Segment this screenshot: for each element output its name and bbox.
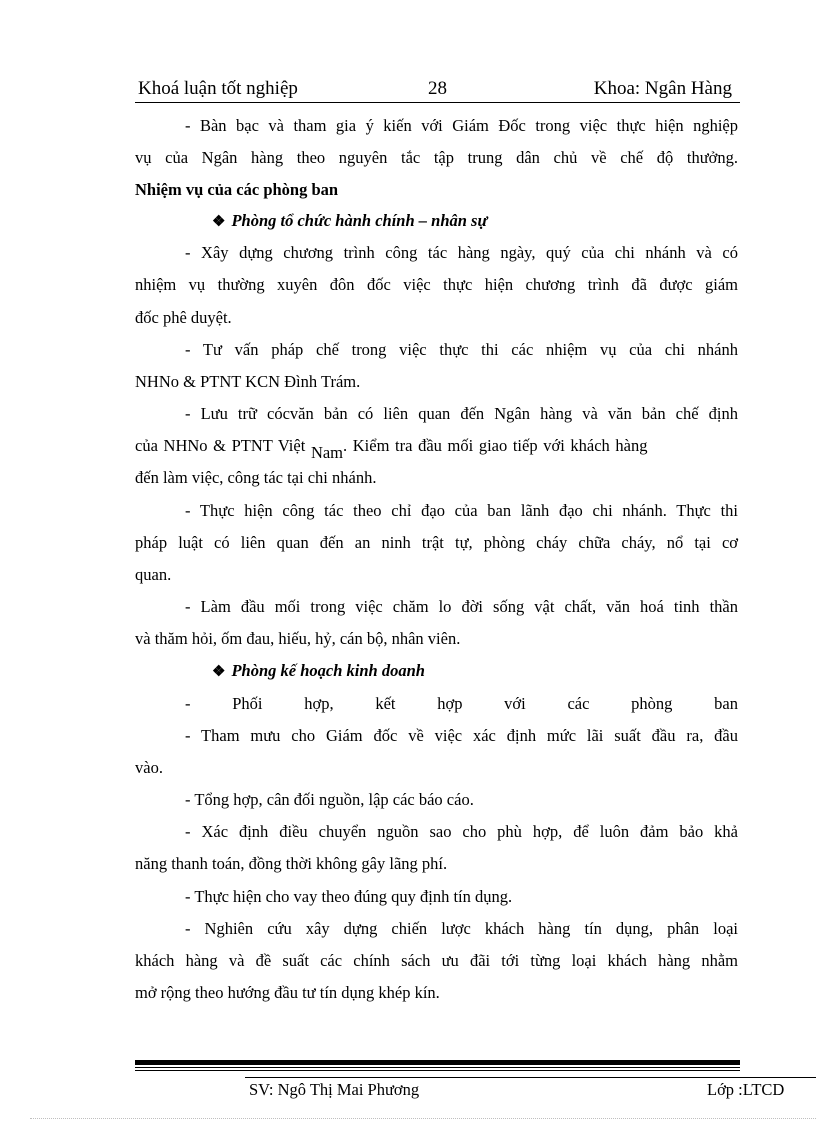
paragraph-line: - Bàn bạc và tham gia ý kiến với Giám Đốc trong việc thực hiện nghiệp [185,116,738,135]
footer-rule-thin [135,1070,740,1071]
footer-class: Lớp :LTCD [707,1080,785,1099]
diamond-bullet-icon: ❖ [212,214,226,230]
subsection-title: ❖ Phòng kế hoạch kinh doanh [212,661,425,680]
paragraph-line: - Làm đầu mối trong việc chăm lo đời sống vật chất, văn hoá tinh thần [185,597,738,616]
header-rule [135,102,740,103]
footer-rule-thick [135,1060,740,1065]
paragraph-line: khách hàng và đề suất các chính sách ưu đãi tới từng loại khách hàng nhằm [135,951,738,970]
paragraph-line: - Xây dựng chương trình công tác hàng ngày, quý của chi nhánh và có [185,243,738,262]
paragraph-line: - Tham mưu cho Giám đốc về việc xác định mức lãi suất đầu ra, đầu [185,726,738,745]
paragraph-line: và thăm hỏi, ốm đau, hiếu, hỷ, cán bộ, nhân viên. [135,629,461,648]
paragraph-line: vào. [135,758,163,777]
paragraph-line: năng thanh toán, đồng thời không gây lãng phí. [135,854,448,873]
paragraph-line: nhiệm vụ thường xuyên đôn đốc việc thực hiện chương trình đã được giám [135,275,738,294]
paragraph-line: của NHNo & PTNT Việt Nam. Kiểm tra đầu mối giao tiếp với khách hàng [135,436,648,462]
section-title: Nhiệm vụ của các phòng ban [135,180,339,199]
paragraph-line: quan. [135,565,172,584]
paragraph-line: đốc phê duyệt. [135,308,232,327]
header-page-number: 28 [428,78,447,99]
footer-rule-thin [135,1067,740,1068]
header-thesis-label: Khoá luận tốt nghiệp [138,78,298,99]
subsection-title: ❖ Phòng tổ chức hành chính – nhân sự [212,211,488,230]
diamond-bullet-icon: ❖ [212,664,226,680]
paragraph-line: vụ của Ngân hàng theo nguyên tắc tập trung dân chủ về chế độ thưởng. [135,148,738,167]
paragraph-line: - Thực hiện công tác theo chỉ đạo của ban lãnh đạo chi nhánh. Thực thi [185,501,738,520]
paragraph-line: mở rộng theo hướng đầu tư tín dụng khép kín. [135,983,440,1002]
page-header [138,78,740,102]
footer-student-name: SV: Ngô Thị Mai Phương [249,1080,420,1099]
footer-rule-right [245,1077,816,1078]
paragraph-line: - Xác định điều chuyển nguồn sao cho phù hợp, để luôn đảm bảo khả [185,822,738,841]
paragraph-line: - Tổng hợp, cân đối nguồn, lập các báo cáo. [185,790,474,809]
page-bottom-dotted-rule [30,1118,816,1119]
paragraph-line: đến làm việc, công tác tại chi nhánh. [135,468,377,487]
paragraph-line: - Thực hiện cho vay theo đúng quy định tín dụng. [185,887,513,906]
paragraph-line: pháp luật có liên quan đến an ninh trật tự, phòng cháy chữa cháy, nổ tại cơ [135,533,738,552]
paragraph-line: NHNo & PTNT KCN Đình Trám. [135,372,361,391]
paragraph-line: - Nghiên cứu xây dựng chiến lược khách hàng tín dụng, phân loại [185,919,738,938]
paragraph-line: - Lưu trữ cócvăn bản có liên quan đến Ngân hàng và văn bản chế định [185,404,738,423]
paragraph-line: - Tư vấn pháp chế trong việc thực thi các nhiệm vụ của chi nhánh [185,340,738,359]
header-faculty: Khoa: Ngân Hàng [593,78,732,99]
paragraph-line: - Phối hợp, kết hợp với các phòng ban [185,694,738,713]
